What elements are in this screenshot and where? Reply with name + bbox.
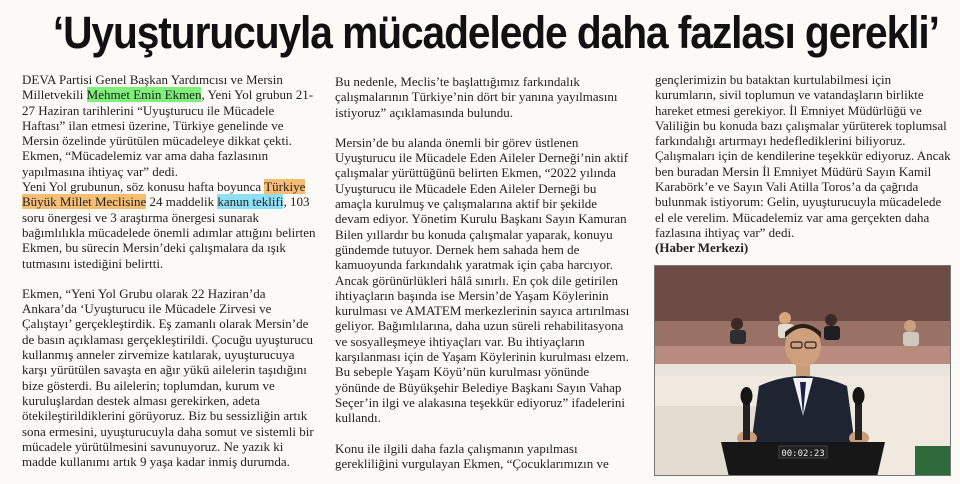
headline: ‘Uyuşturucuyla mücadelede daha fazlası gerekli’ <box>52 7 939 58</box>
highlight-kanun: kanun teklifi <box>217 194 284 210</box>
text-run: 24 maddelik <box>146 194 218 210</box>
paragraph: Mersin’de bu alanda önemli bir görev üstlenen Uyuşturucu ile Mücadele Eden Aileler Derneği’nin aktif çalışmalar yürüttüğünü belirten Ekmen, “2022 yılında Uyuşturucu ile Mücadele Eden Aileler Derneği bu amaçla kurulmuş ve çalışmalarına aktif bir şekilde devam ediyor. Yönetim Kurulu Başkanı Sayın Kamuran Bilen yıllardır bu konuda çalışmalar yaparak, konuyu gündemde tutuyor. Dernek hem sahada hem de kamuoyunda farkındalık yaratmak için çaba harcıyor. Ancak görünürlükleri hâlâ sınırlı. En çok dile getirilen ihtiyaçların başında ise Mersin’de Yaşam Köylerinin kurulması ve AMATEM merkezlerinin sayıca artırılması geliyor. Bağımlılarına, daha uzun süreli rehabilitasyona ve sosyalleşmeye ihtiyaçları var. Bu ihtiyaçların karşılanması için de Yaşam Köylerinin kurulması elzem. Bu sebeple Yaşam Köyü’nün kurulması yönünde yönünde de Büyükşehir Belediye Başkanı Sayın Vahap Seçer’in ilgi ve alakasına teşekkür ediyoruz” ifadelerini kullandı. <box>335 134 630 426</box>
text-run: Yeni Yol grubunun, söz konusu hafta boyunca <box>22 179 265 195</box>
paragraph: Ekmen, “Yeni Yol Grubu olarak 22 Haziran’da Ankara’da ‘Uyuşturucu ile Mücadele Zirvesi ve Çalıştayı’ gerçekleştirdik. Eş zamanlı olarak Mersin’de de basın açıklaması gerçekleştirildi. Çocuğu uyuşturucu kullanmış anneler zirvemize katılarak, uyuşturucuya karşı yürütülen savaşta en ağır yükü ailelerin taşıdığını bize gösterdi. Bu ailelerin; toplumdan, kurum ve kuruluşlardan destek alması gerekirken, adeta ötekileştirildiklerini görüyoruz. Biz bu sessizliğin artık sona ermesini, uyuşturucuyla daha somut ve sistemli bir mücadele yürütülmesini savunuyoruz. Ne yazık ki madde kullanımı artık 9 yaşa kadar inmiş durumda. <box>22 285 314 470</box>
highlight-tbmm: Türkiye Büyük Millet Meclisine <box>22 179 306 210</box>
paragraph: Bu nedenle, Meclis’te başlattığımız farkındalık çalışmalarının Türkiye’nin dört bir yanına yayılmasını istiyoruz” açıklamasında bulundu. <box>335 74 618 120</box>
paragraph <box>22 72 318 179</box>
article-column-2 <box>335 74 631 471</box>
highlight-name: Mehmet Emin Ekmen <box>86 87 202 103</box>
news-credit: (Haber Merkezi) <box>655 240 749 256</box>
article-column-1 <box>22 72 318 469</box>
paragraph <box>22 179 318 271</box>
text-run: , 103 soru önergesi ve 3 araştırma önergesi sunarak bağımlılıkla mücadelede önemli adımlar attığını belirten Ekmen, bu sürecin Mersin’deki çalışmalara da ışık tutmasını istediğini belirtti. <box>22 194 316 271</box>
parliament-photo <box>654 265 951 476</box>
text-run: DEVA Partisi Genel Başkan Yardımcısı ve Mersin Milletvekili <box>22 72 283 103</box>
article-column-3 <box>655 72 951 256</box>
paragraph: Konu ile ilgili daha fazla çalışmanın yapılması gerekliliğini vurgulayan Ekmen, “Çocuklarımızın ve <box>335 440 609 471</box>
paragraph: gençlerimizin bu bataktan kurtulabilmesi için kurumların, sivil toplumun ve vatandaşların birlikte hareket etmesi gerekiyor. İl Emniyet Müdürlüğü ve Valiliğin bu konuda bazı çalışmalar yürüterek toplumsal farkındalığı artırmayı hedeflediklerini biliyoruz. Çalışmaları için de kendilerine teşekkür ediyoruz. Ancak ben buradan Mersin İl Emniyet Müdürü Sayın Kamil Karabörk’e ve Sayın Vali Atilla Toros’a da çağrıda bulunmak istiyorum: Gelin, uyuşturucuyla mücadelede el ele verelim. Mücadelemiz var ama gerçekten daha fazlasına ihtiyaç var” dedi. <box>655 72 951 240</box>
speaker-at-podium-image <box>655 266 951 476</box>
podium-timer: 00:02:23 <box>781 449 825 459</box>
text-run: , Yeni Yol grubun 21-27 Haziran tarihlerini “Uyuşturucu ile Mücadele Haftası” ilan etmesi üzerine, Türkiye genelinde ve Mersin özelinde yürütülen mücadeleye dikkat çekti. Ekmen, “Mücadelemiz var ama daha fazlasının yapılmasına ihtiyaç var” dedi. <box>22 87 314 179</box>
